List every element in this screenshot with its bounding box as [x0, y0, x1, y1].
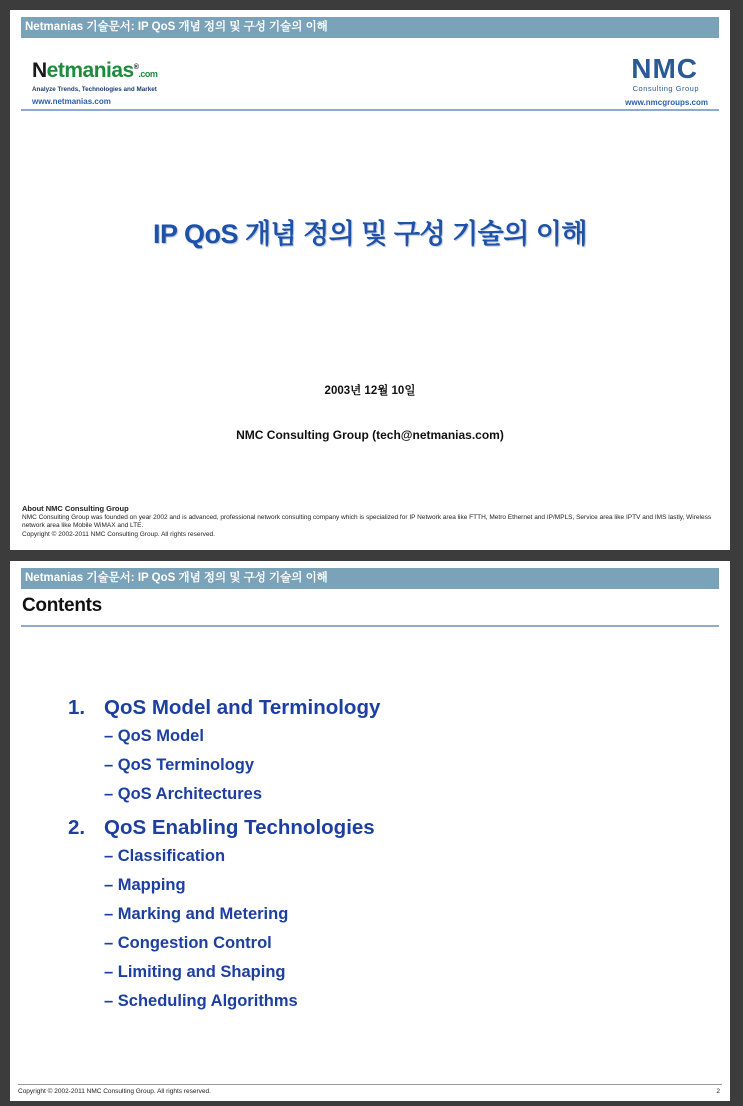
header-rule	[21, 109, 719, 111]
contents-heading: Contents	[22, 595, 102, 616]
netmanias-tagline: Analyze Trends, Technologies and Market	[32, 86, 157, 93]
nmc-wordmark: NMC	[631, 53, 698, 84]
contents-rule	[21, 625, 719, 627]
slide-1	[10, 10, 730, 550]
document-date: 2003년 12월 10일	[324, 385, 416, 397]
slide-header: Netmanias 기술문서: IP QoS 개념 정의 및 구성 기술의 이해	[21, 568, 719, 589]
netmanias-logo	[32, 56, 172, 116]
toc-section-2: 2. QoS Enabling Technologies	[68, 816, 375, 839]
nmc-url: www.nmcgroups.com	[625, 98, 708, 107]
toc-item: – QoS Model	[104, 727, 204, 745]
toc-item: – Scheduling Algorithms	[104, 992, 298, 1010]
toc-item: – Limiting and Shaping	[104, 963, 286, 981]
slide-header: Netmanias 기술문서: IP QoS 개념 정의 및 구성 기술의 이해	[21, 17, 719, 38]
toc-item: – Classification	[104, 847, 226, 865]
netmanias-wordmark: Netmanias®.com	[32, 59, 158, 82]
about-section	[22, 504, 718, 539]
toc-item: – QoS Terminology	[104, 756, 255, 774]
toc-item: – Congestion Control	[104, 934, 272, 952]
nmc-logo	[598, 54, 708, 114]
about-body: NMC Consulting Group was founded on year 2002 and is advanced, professional network consulting company which is specialized for IP Network area like FTTH, Metro Ethernet and IP/MPLS, Service area like IPTV and IMS lastly, Wireless network area like Mobile WiMAX and LTE.	[22, 514, 712, 530]
page-number: 2	[716, 1088, 720, 1095]
table-of-contents	[68, 693, 710, 1016]
toc-item: – Mapping	[104, 876, 186, 894]
netmanias-url: www.netmanias.com	[32, 97, 111, 106]
toc-item: – QoS Architectures	[104, 785, 263, 803]
about-heading: About NMC Consulting Group	[22, 504, 129, 513]
document-title: IP QoS 개념 정의 및 구성 기술의 이해	[152, 219, 588, 249]
footer-copyright: Copyright © 2002-2011 NMC Consulting Group. All rights reserved.	[18, 1088, 211, 1095]
slide-footer	[18, 1084, 722, 1101]
toc-item: – Marking and Metering	[104, 905, 289, 923]
toc-section-1: 1. QoS Model and Terminology	[68, 696, 381, 719]
document-author: NMC Consulting Group (tech@netmanias.com)	[236, 428, 504, 442]
nmc-subtitle: Consulting Group	[632, 84, 699, 93]
about-copyright: Copyright © 2002-2011 NMC Consulting Group. All rights reserved.	[22, 530, 215, 538]
slide-2	[10, 561, 730, 1101]
